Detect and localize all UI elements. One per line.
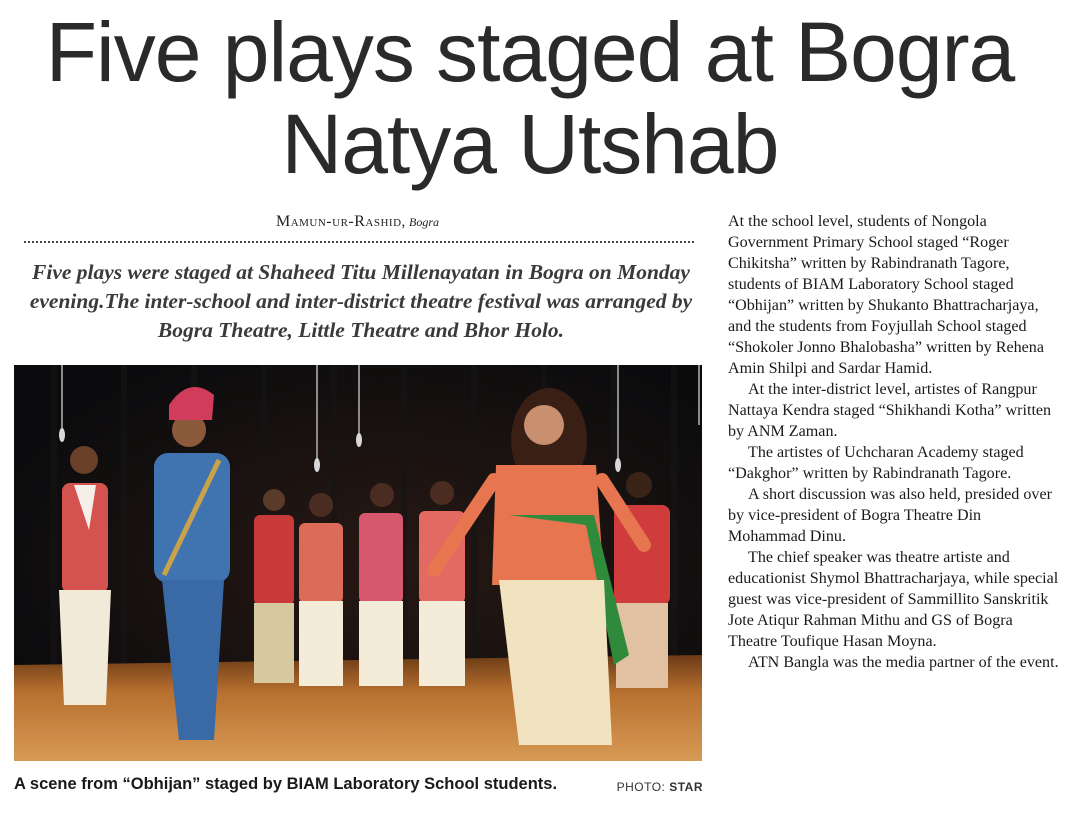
article-paragraph: The artistes of Uchcharan Academy staged “Dakghor” written by Rabindranath Tagore.	[728, 444, 1024, 482]
byline: Mamun-ur-Rashid, Bogra	[275, 213, 440, 230]
article-paragraph: A short discussion was also held, presided over by vice-president of Bogra Theatre Din Mohammad Dinu.	[728, 486, 1052, 545]
byline-author: Mamun-ur-Rashid	[275, 213, 402, 230]
photo-caption: A scene from “Obhijan” staged by BIAM Laboratory School students.	[14, 775, 558, 793]
byline-location: Bogra	[409, 215, 440, 229]
article-paragraph: At the inter-district level, artistes of Rangpur Nattaya Kendra staged “Shikhandi Kotha” written by ANM Zaman.	[728, 381, 1052, 440]
photo-credit	[600, 780, 703, 794]
performer-left	[59, 446, 111, 705]
headline-line-2: Natya Utshab	[281, 97, 779, 191]
stage-photo	[14, 365, 702, 761]
headline-line-1: Five plays staged at Bogra	[45, 5, 1015, 99]
headline	[0, 6, 1060, 190]
dotted-divider	[24, 241, 694, 243]
article-body	[728, 211, 1060, 673]
article-paragraph: ATN Bangla was the media partner of the event.	[748, 654, 1059, 671]
article-paragraph: The chief speaker was theatre artiste and educationist Shymol Bhattracharjaya, while special guest was vice-president of Sammillito Sanskritik Jote Atiqur Rahman Mithu and GS of Bogra Theatre Toufique Hasan Moyna.	[728, 549, 1059, 650]
photo-credit-source: STAR	[669, 780, 703, 794]
stage-photo-illustration	[14, 365, 702, 761]
photo-credit-prefix: PHOTO:	[616, 780, 666, 794]
article-paragraph: At the school level, students of Nongola Government Primary School staged “Roger Chikitsha” written by Rabindranath Tagore, students of BIAM Laboratory School staged “Obhijan” written by Shukanto Bhattracharjaya, and the students from Foyjullah School staged “Shokoler Jonno Bhalobasha” written by Rehena Amin Shilpi and Sardar Hamid.	[728, 213, 1044, 377]
article-deck: Five plays were staged at Shaheed Titu Millenayatan in Bogra on Monday evening.The inter-school and inter-district theatre festival was arranged by Bogra Theatre, Little Theatre and Bhor Holo.	[29, 260, 693, 342]
